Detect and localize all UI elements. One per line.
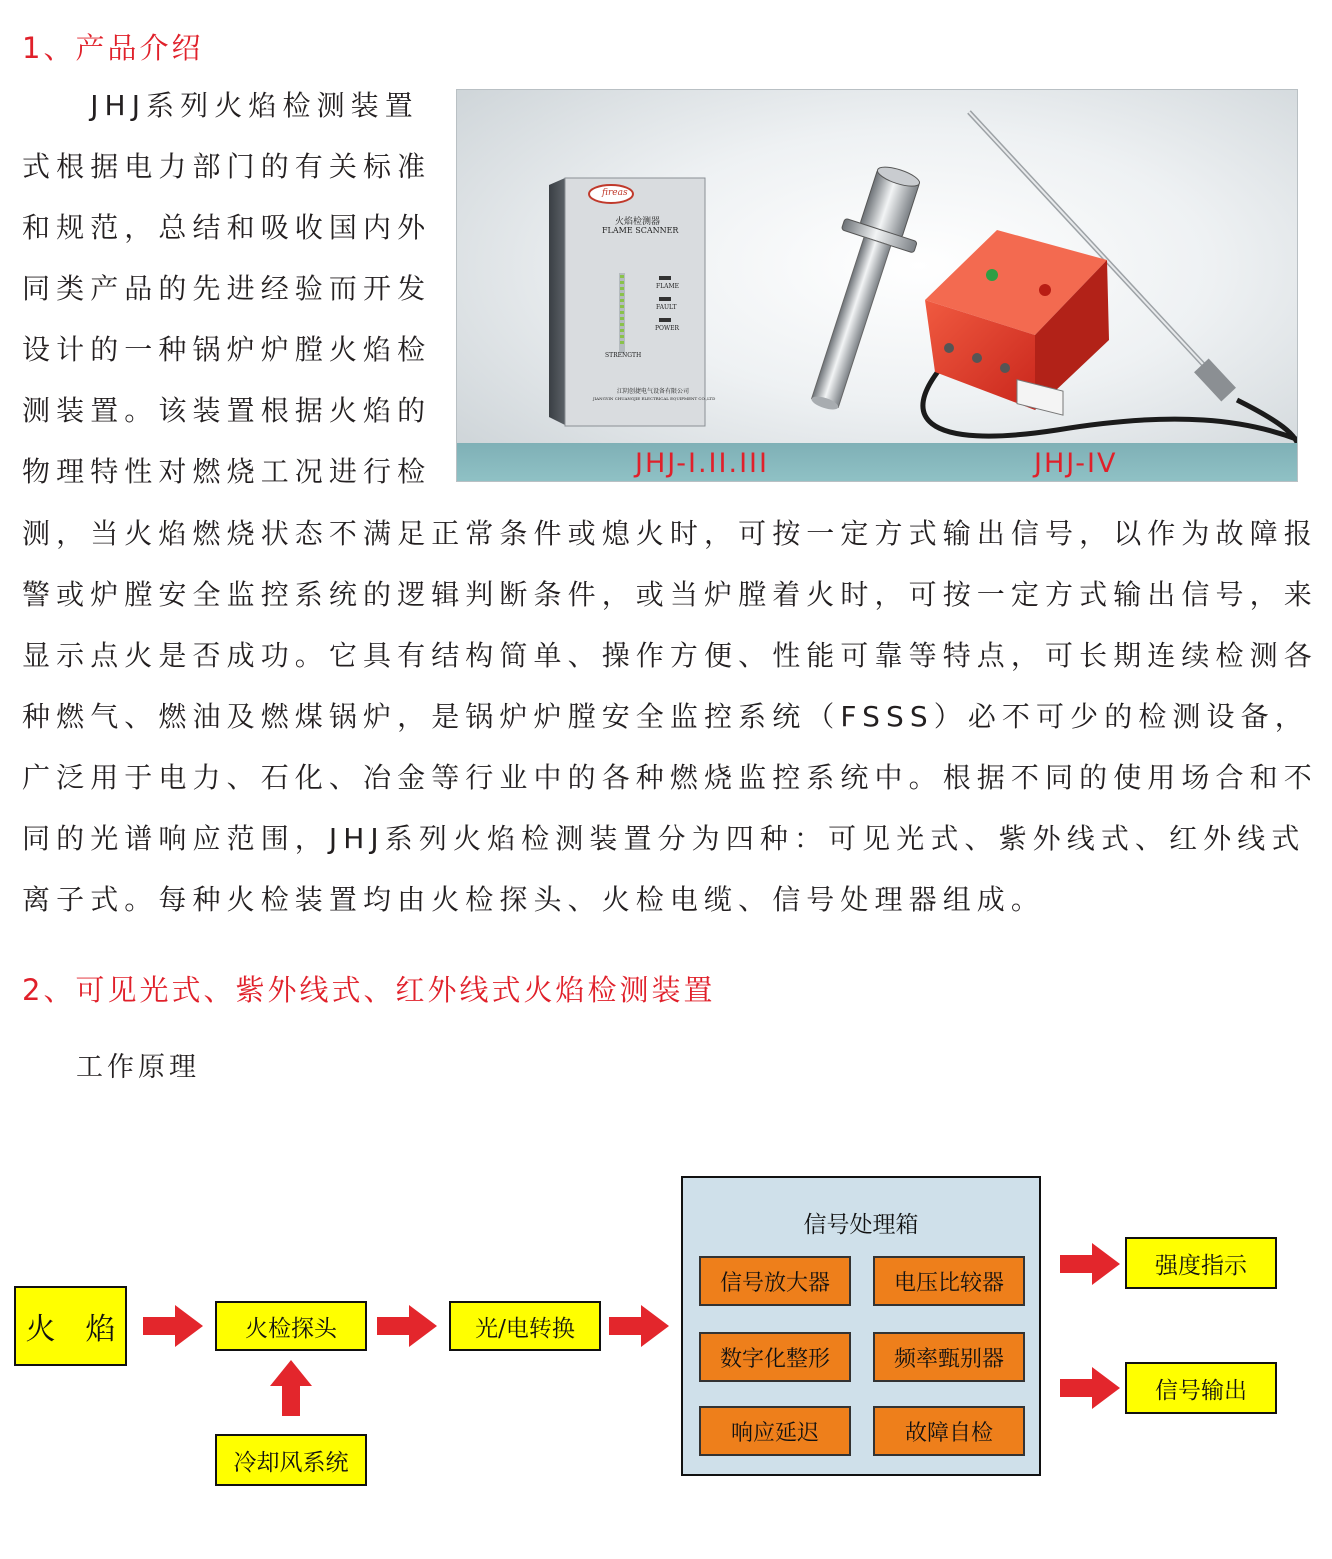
paragraph-line: 式根据电力部门的有关标准 [22, 150, 432, 183]
paragraph-line: 测，当火焰燃烧状态不满足正常条件或熄火时，可按一定方式输出信号，以作为故障报 [22, 517, 1318, 550]
paragraph-line: 离子式。每种火检装置均由火检探头、火检电缆、信号处理器组成。 [22, 883, 1046, 916]
product-photo [456, 89, 1298, 482]
panel-title-cn: 火焰检测器 [615, 217, 661, 227]
panel-company-cn: 江阴创捷电气设备有限公司 [617, 388, 690, 395]
paragraph-line: 设计的一种锅炉炉膛火焰检 [22, 333, 432, 366]
strength-output-box: 强度指示 [1125, 1237, 1277, 1289]
paragraph-line: 警或炉膛安全监控系统的逻辑判断条件，或当炉膛着火时，可按一定方式输出信号，来 [22, 578, 1318, 611]
arrow-right-icon [377, 1305, 439, 1347]
module-response-delay: 响应延迟 [699, 1406, 851, 1456]
processor-title: 信号处理箱 [803, 1212, 919, 1238]
panel-company-en: JIANGYIN CHUANGJIE ELECTRICAL EQUIPMENT CO.,LTD [593, 396, 716, 401]
module-frequency-discriminator: 频率甄别器 [873, 1332, 1025, 1382]
working-principle-subheading: 工作原理 [76, 1052, 200, 1083]
panel-strength: STRENGTH [605, 352, 642, 359]
product-illustration [457, 90, 1298, 482]
panel-led-power: POWER [655, 325, 680, 332]
cooling-box: 冷却风系统 [215, 1434, 367, 1486]
paragraph-line: 同的光谱响应范围，JHJ系列火焰检测装置分为四种：可见光式、紫外线式、红外线式 [22, 822, 1306, 855]
signal-processor-box [681, 1176, 1041, 1476]
flame-box: 火 焰 [14, 1286, 127, 1366]
converter-box: 光/电转换 [449, 1301, 601, 1351]
panel-led-fault: FAULT [656, 304, 677, 311]
section-2-heading: 2、可见光式、紫外线式、红外线式火焰检测装置 [22, 973, 716, 1007]
signal-output-box: 信号输出 [1125, 1362, 1277, 1414]
paragraph-line: 广泛用于电力、石化、冶金等行业中的各种燃烧监控系统中。根据不同的使用场合和不 [22, 761, 1318, 794]
arrow-up-icon [270, 1360, 312, 1416]
paragraph-line: 同类产品的先进经验而开发 [22, 272, 432, 305]
model-label-left: JHJ-I.II.III [635, 448, 769, 479]
panel-side [549, 178, 565, 425]
panel-title-en: FLAME SCANNER [602, 226, 679, 235]
paragraph-line: JHJ系列火焰检测装置 [22, 89, 419, 122]
paragraph-line: 测装置。该装置根据火焰的 [22, 394, 432, 427]
module-comparator: 电压比较器 [873, 1256, 1025, 1306]
paragraph-line: 和规范，总结和吸收国内外 [22, 211, 432, 244]
paragraph-line: 种燃气、燃油及燃煤锅炉，是锅炉炉膛安全监控系统（FSSS）必不可少的检测设备， [22, 700, 1309, 733]
probe-illustration [787, 158, 937, 419]
paragraph-line: 物理特性对燃烧工况进行检 [22, 455, 432, 488]
model-label-right: JHJ-IV [1034, 448, 1118, 479]
module-self-check: 故障自检 [873, 1406, 1025, 1456]
probe-box: 火检探头 [215, 1301, 367, 1351]
arrow-right-icon [1060, 1367, 1122, 1409]
panel-led-flame: FLAME [656, 283, 680, 290]
module-shaper: 数字化整形 [699, 1332, 851, 1382]
section-1-heading: 1、产品介绍 [22, 31, 204, 65]
arrow-right-icon [143, 1305, 205, 1347]
model-label-strip [457, 443, 1297, 481]
arrow-right-icon [609, 1305, 671, 1347]
arrow-right-icon [1060, 1243, 1122, 1285]
panel-brand: fireas [602, 188, 628, 198]
module-amplifier: 信号放大器 [699, 1256, 851, 1306]
paragraph-line: 显示点火是否成功。它具有结构简单、操作方便、性能可靠等特点，可长期连续检测各 [22, 639, 1318, 672]
